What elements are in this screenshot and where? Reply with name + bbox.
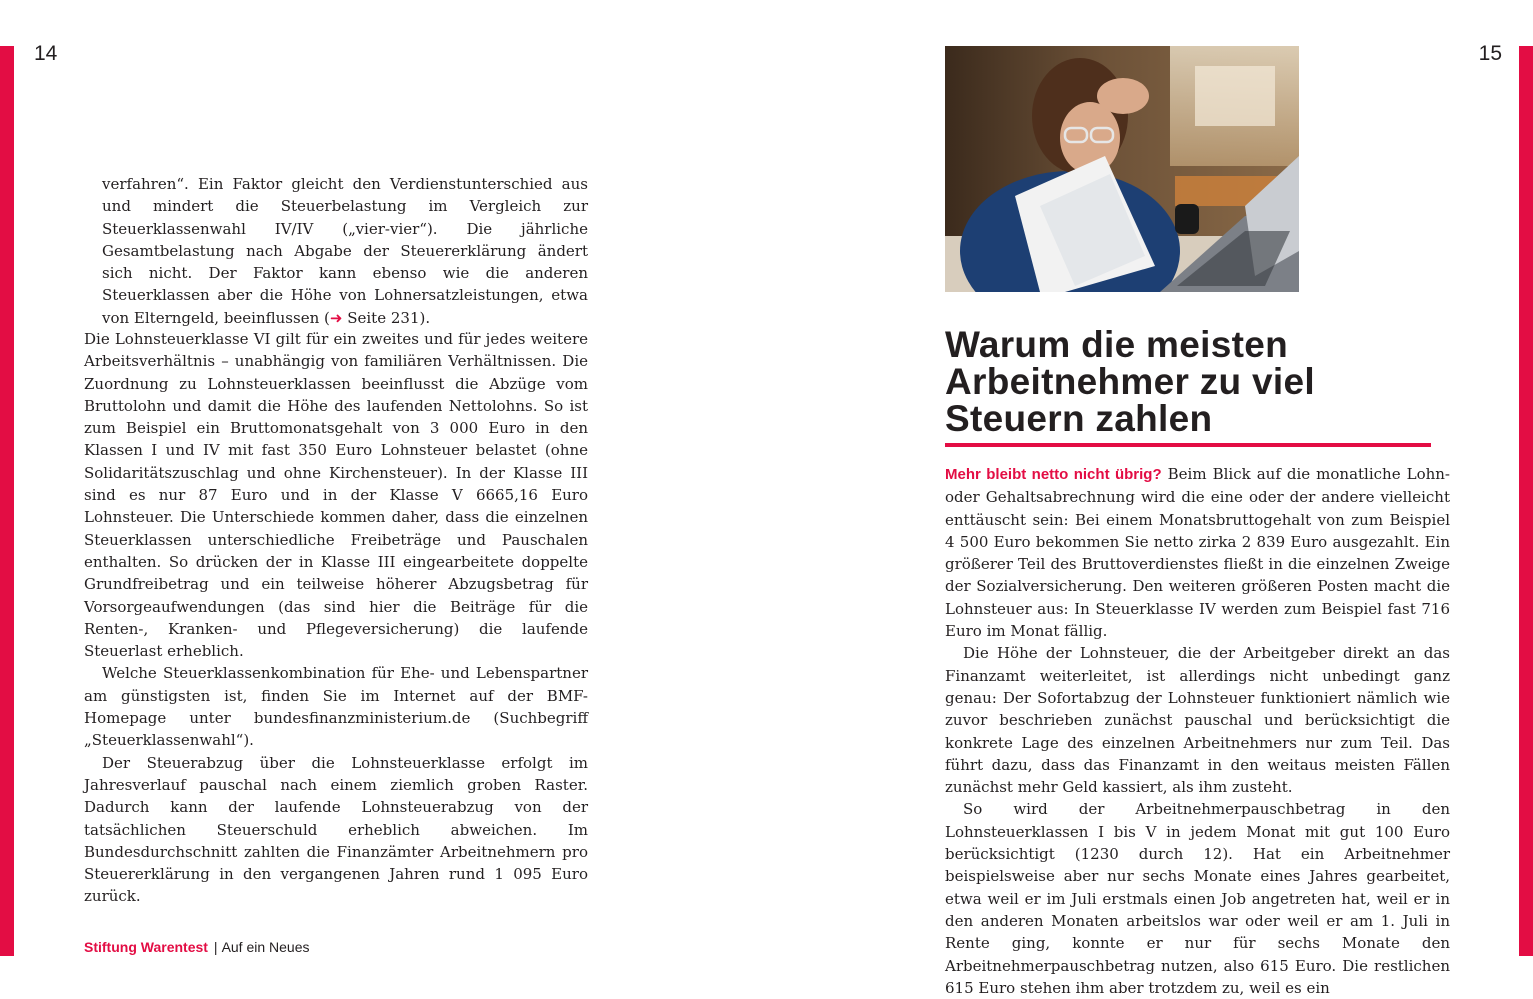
right-edge-bar: [1519, 46, 1533, 956]
footer-separator: |: [213, 939, 218, 955]
heading-line: Arbeitnehmer zu viel: [945, 361, 1315, 402]
body-paragraph: Beim Blick auf die monatliche Lohn- oder Gehaltsabrechnung wird die eine oder der andere vielleicht enttäuscht sein: Bei einem Monatsbruttogehalt von zum Beispiel 4 500 Euro bekommen Sie netto zirka 2 839 Euro ausgezahlt. Ein größerer Teil des Bruttoverdienstes fließt in die einzelnen Zweige der Sozialversicherung. Den weiteren größeren Posten macht die Lohnsteuer aus: In Steuerklasse IV werden zum Beispiel fast 716 Euro im Monat fällig.: [945, 465, 1450, 641]
lead-in: Mehr bleibt netto nicht übrig?: [945, 466, 1162, 483]
heading-line: Steuern zahlen: [945, 398, 1213, 439]
page-heading: [945, 326, 1445, 437]
heading-line: Warum die meisten: [945, 324, 1288, 365]
article-photo: [945, 46, 1299, 292]
body-paragraph: So wird der Arbeitnehmerpauschbetrag in den Lohnsteuerklassen I bis V in jedem Monat mit gut 100 Euro berücksichtigt (1230 durch 12). Hat ein Arbeitnehmer beispielsweise aber nur sechs Monate eines Jahres gearbeitet, etwa weil er im Juli erstmals einen Job angetreten hat, weil er in den anderen Monaten arbeitslos war oder weil er am 1. Juli in Rente ging, konnte er nur für sechs Monate den Arbeitnehmerpauschbetrag nutzen, also 615 Euro. Die restlichen 615 Euro stehen ihm aber trotzdem zu, weil es ein: [945, 800, 1450, 997]
page-number-left: 14: [34, 42, 58, 65]
body-paragraph: Die Höhe der Lohnsteuer, die der Arbeitgeber direkt an das Finanzamt weiterleitet, ist allerdings nicht unbedingt ganz genau: Der Sofortabzug der Lohnsteuer funktioniert nämlich wie zuvor beschrieben zunächst pauschal und berücksichtigt die konkrete Lage des einzelnen Arbeitnehmers nur zum Teil. Das führt dazu, dass das Finanzamt in den weitaus meisten Fällen zunächst mehr Geld kassiert, als ihm zusteht.: [945, 644, 1450, 797]
arrow-right-icon: ➜: [329, 308, 343, 327]
continuation-close: ).: [419, 308, 431, 327]
continuation-text: verfahren“. Ein Faktor gleicht den Verdienstunterschied aus und mindert die Steuerbelastung im Vergleich zur Steuerklassenwahl IV/IV („vier-vier“). Die jährliche Gesamtbelastung nach Abgabe der Steuererklärung ändert sich nicht. Der Faktor kann ebenso wie die anderen Steuerklassen aber die Höhe von Lohnersatzleistungen, etwa von Elterngeld, beeinflussen (: [102, 175, 588, 327]
page-reference-link[interactable]: Seite 231: [347, 308, 420, 327]
footer-title: Auf ein Neues: [221, 939, 310, 955]
body-paragraph: Welche Steuerklassenkombination für Ehe- und Lebenspartner am günstigsten ist, finden Sie im Internet auf der BMF-Homepage unter bundesfinanzministerium.de (Suchbegriff „Steuerklassenwahl“).: [84, 664, 588, 750]
left-body-text: [84, 328, 588, 908]
left-edge-bar: [0, 46, 14, 956]
page-number-right: 15: [1478, 42, 1502, 65]
right-body-text: [945, 463, 1450, 999]
heading-underline: [945, 443, 1431, 447]
body-paragraph: Die Lohnsteuerklasse VI gilt für ein zweites und für jedes weitere Arbeitsverhältnis – unabhängig von familiären Verhältnissen. Die Zuordnung zu Lohnsteuerklassen beeinflusst die Abzüge vom Bruttolohn und damit die Höhe des laufenden Nettolohns. So ist zum Beispiel ein Bruttomonatsgehalt von 3 000 Euro in den Klassen I und IV mit fast 350 Euro Lohnsteuer belastet (ohne Solidaritätszuschlag und ohne Kirchensteuer). In der Klasse III sind es nur 87 Euro und in der Klasse V 6665,16 Euro Lohnsteuer. Die Unterschiede kommen daher, dass die einzelnen Steuerklassen unterschiedliche Freibeträge und Pauschalen enthalten. So drücken der in Klasse III eingearbeitete doppelte Grundfreibetrag und ein teilweise höherer Abzugsbetrag für Vorsorgeaufwendungen (das sind hier die Beiträge für die Renten-, Kranken- und Pflegeversicherung) die laufende Steuerlast erheblich.: [84, 330, 588, 661]
body-paragraph: Der Steuerabzug über die Lohnsteuerklasse erfolgt im Jahresverlauf pauschal nach einem ziemlich groben Raster. Dadurch kann der laufende Lohnsteuerabzug von der tatsächlichen Steuerschuld erheblich abweichen. Im Bundesdurchschnitt zahlten die Finanzämter Arbeitnehmern pro Steuererklärung in den vergangenen Jahren rund 1 095 Euro zurück.: [84, 753, 588, 906]
footer: [84, 939, 310, 955]
continuation-paragraph: [102, 173, 588, 329]
footer-brand: Stiftung Warentest: [84, 939, 208, 955]
